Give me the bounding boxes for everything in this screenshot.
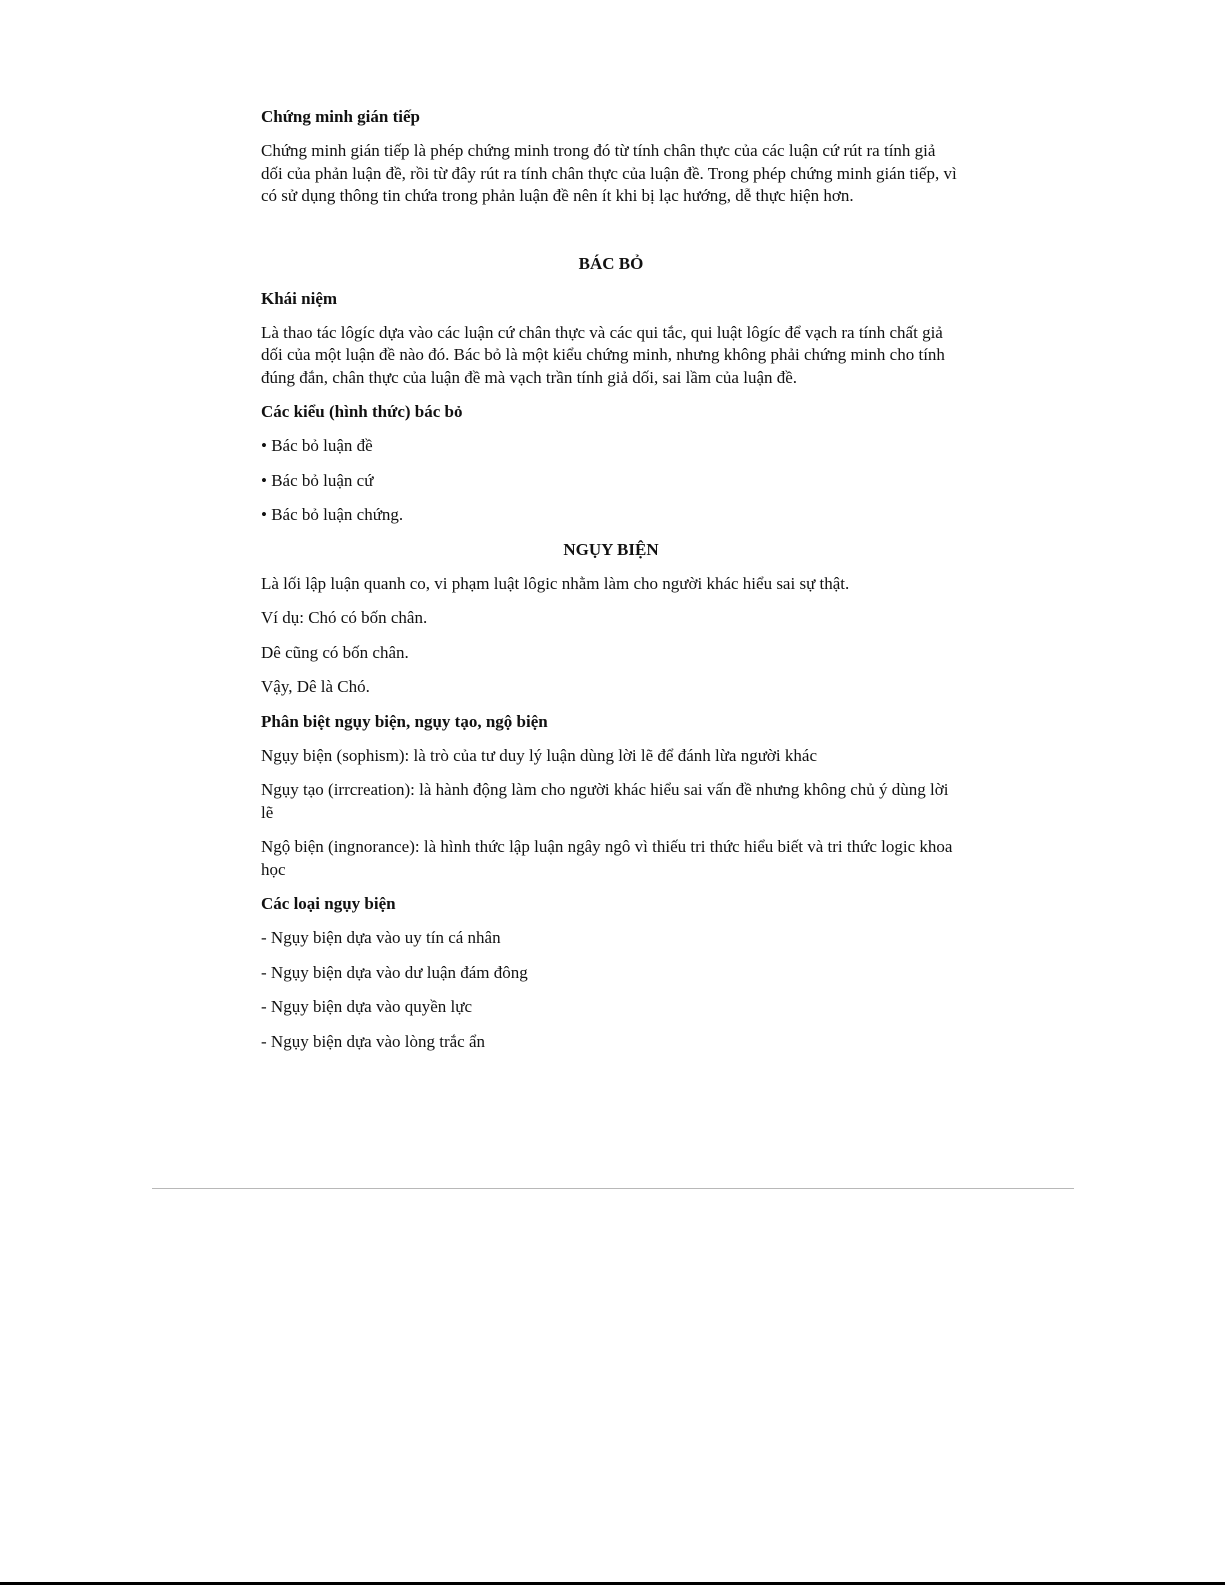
sophistry-type-item: - Ngụy biện dựa vào quyền lực — [261, 997, 473, 1016]
example-line: Vậy, Dê là Chó. — [261, 677, 370, 696]
indirect-proof-heading: Chứng minh gián tiếp — [261, 107, 420, 126]
refutation-type-item: • Bác bỏ luận chứng. — [261, 505, 404, 524]
sophistry-definition: Là lối lập luận quanh co, vi phạm luật lôgic nhằm làm cho người khác hiểu sai sự thật. — [261, 573, 850, 593]
distinguish-heading: Phân biệt ngụy biện, ngụy tạo, ngộ biện — [261, 711, 548, 731]
distinguish-item: Ngộ biện (ingnorance): là hình thức lập luận ngây ngô vì thiếu tri thức hiểu biết và tri thức logic khoa học — [261, 837, 953, 879]
page-separator — [152, 1188, 1074, 1189]
refutation-types-heading: Các kiểu (hình thức) bác bỏ — [261, 402, 463, 421]
sophistry-type-item: - Ngụy biện dựa vào uy tín cá nhân — [261, 928, 501, 947]
refutation-type-item: • Bác bỏ luận cứ — [261, 470, 374, 490]
refutation-concept-body: Là thao tác lôgíc dựa vào các luận cứ chân thực và các qui tắc, qui luật lôgíc để vạch ra tính chất giả dối của một luận đề nào đó. Bác bỏ là một kiểu chứng minh, nhưng không phải chứng minh cho tính đúng đắn, chân thực của luận đề mà vạch trần tính giả dối, sai lầm của luận đề. — [261, 322, 945, 387]
sophistry-types-heading: Các loại ngụy biện — [261, 894, 396, 913]
example-line: Ví dụ: Chó có bốn chân. — [261, 608, 428, 627]
sophistry-type-item: - Ngụy biện dựa vào dư luận đám đông — [261, 962, 528, 982]
refutation-type-item: • Bác bỏ luận đề — [261, 436, 373, 455]
distinguish-item: Ngụy biện (sophism): là trò của tư duy lý luận dùng lời lẽ để đánh lừa người khác — [261, 745, 817, 765]
sophistry-type-item: - Ngụy biện dựa vào lòng trắc ẩn — [261, 1031, 486, 1051]
sophistry-title: NGỤY BIỆN — [563, 539, 659, 559]
refutation-title: BÁC BỎ — [578, 253, 644, 273]
example-line: Dê cũng có bốn chân. — [261, 642, 409, 662]
indirect-proof-body: Chứng minh gián tiếp là phép chứng minh trong đó từ tính chân thực của các luận cứ rút ra tính giả dối của phản luận đề, rồi từ đây rút ra tính chân thực của luận đề. Trong phép chứng minh gián tiếp, vì có sử dụng thông tin chứa trong phản luận đề nên ít khi bị lạc hướng, dễ thực hiện hơn. — [261, 141, 957, 205]
refutation-concept-heading: Khái niệm — [261, 288, 338, 308]
page-content — [261, 106, 961, 1053]
distinguish-item: Ngụy tạo (irrcreation): là hành động làm cho người khác hiểu sai vấn đề nhưng không chủ ý dùng lời lẽ — [261, 780, 949, 822]
